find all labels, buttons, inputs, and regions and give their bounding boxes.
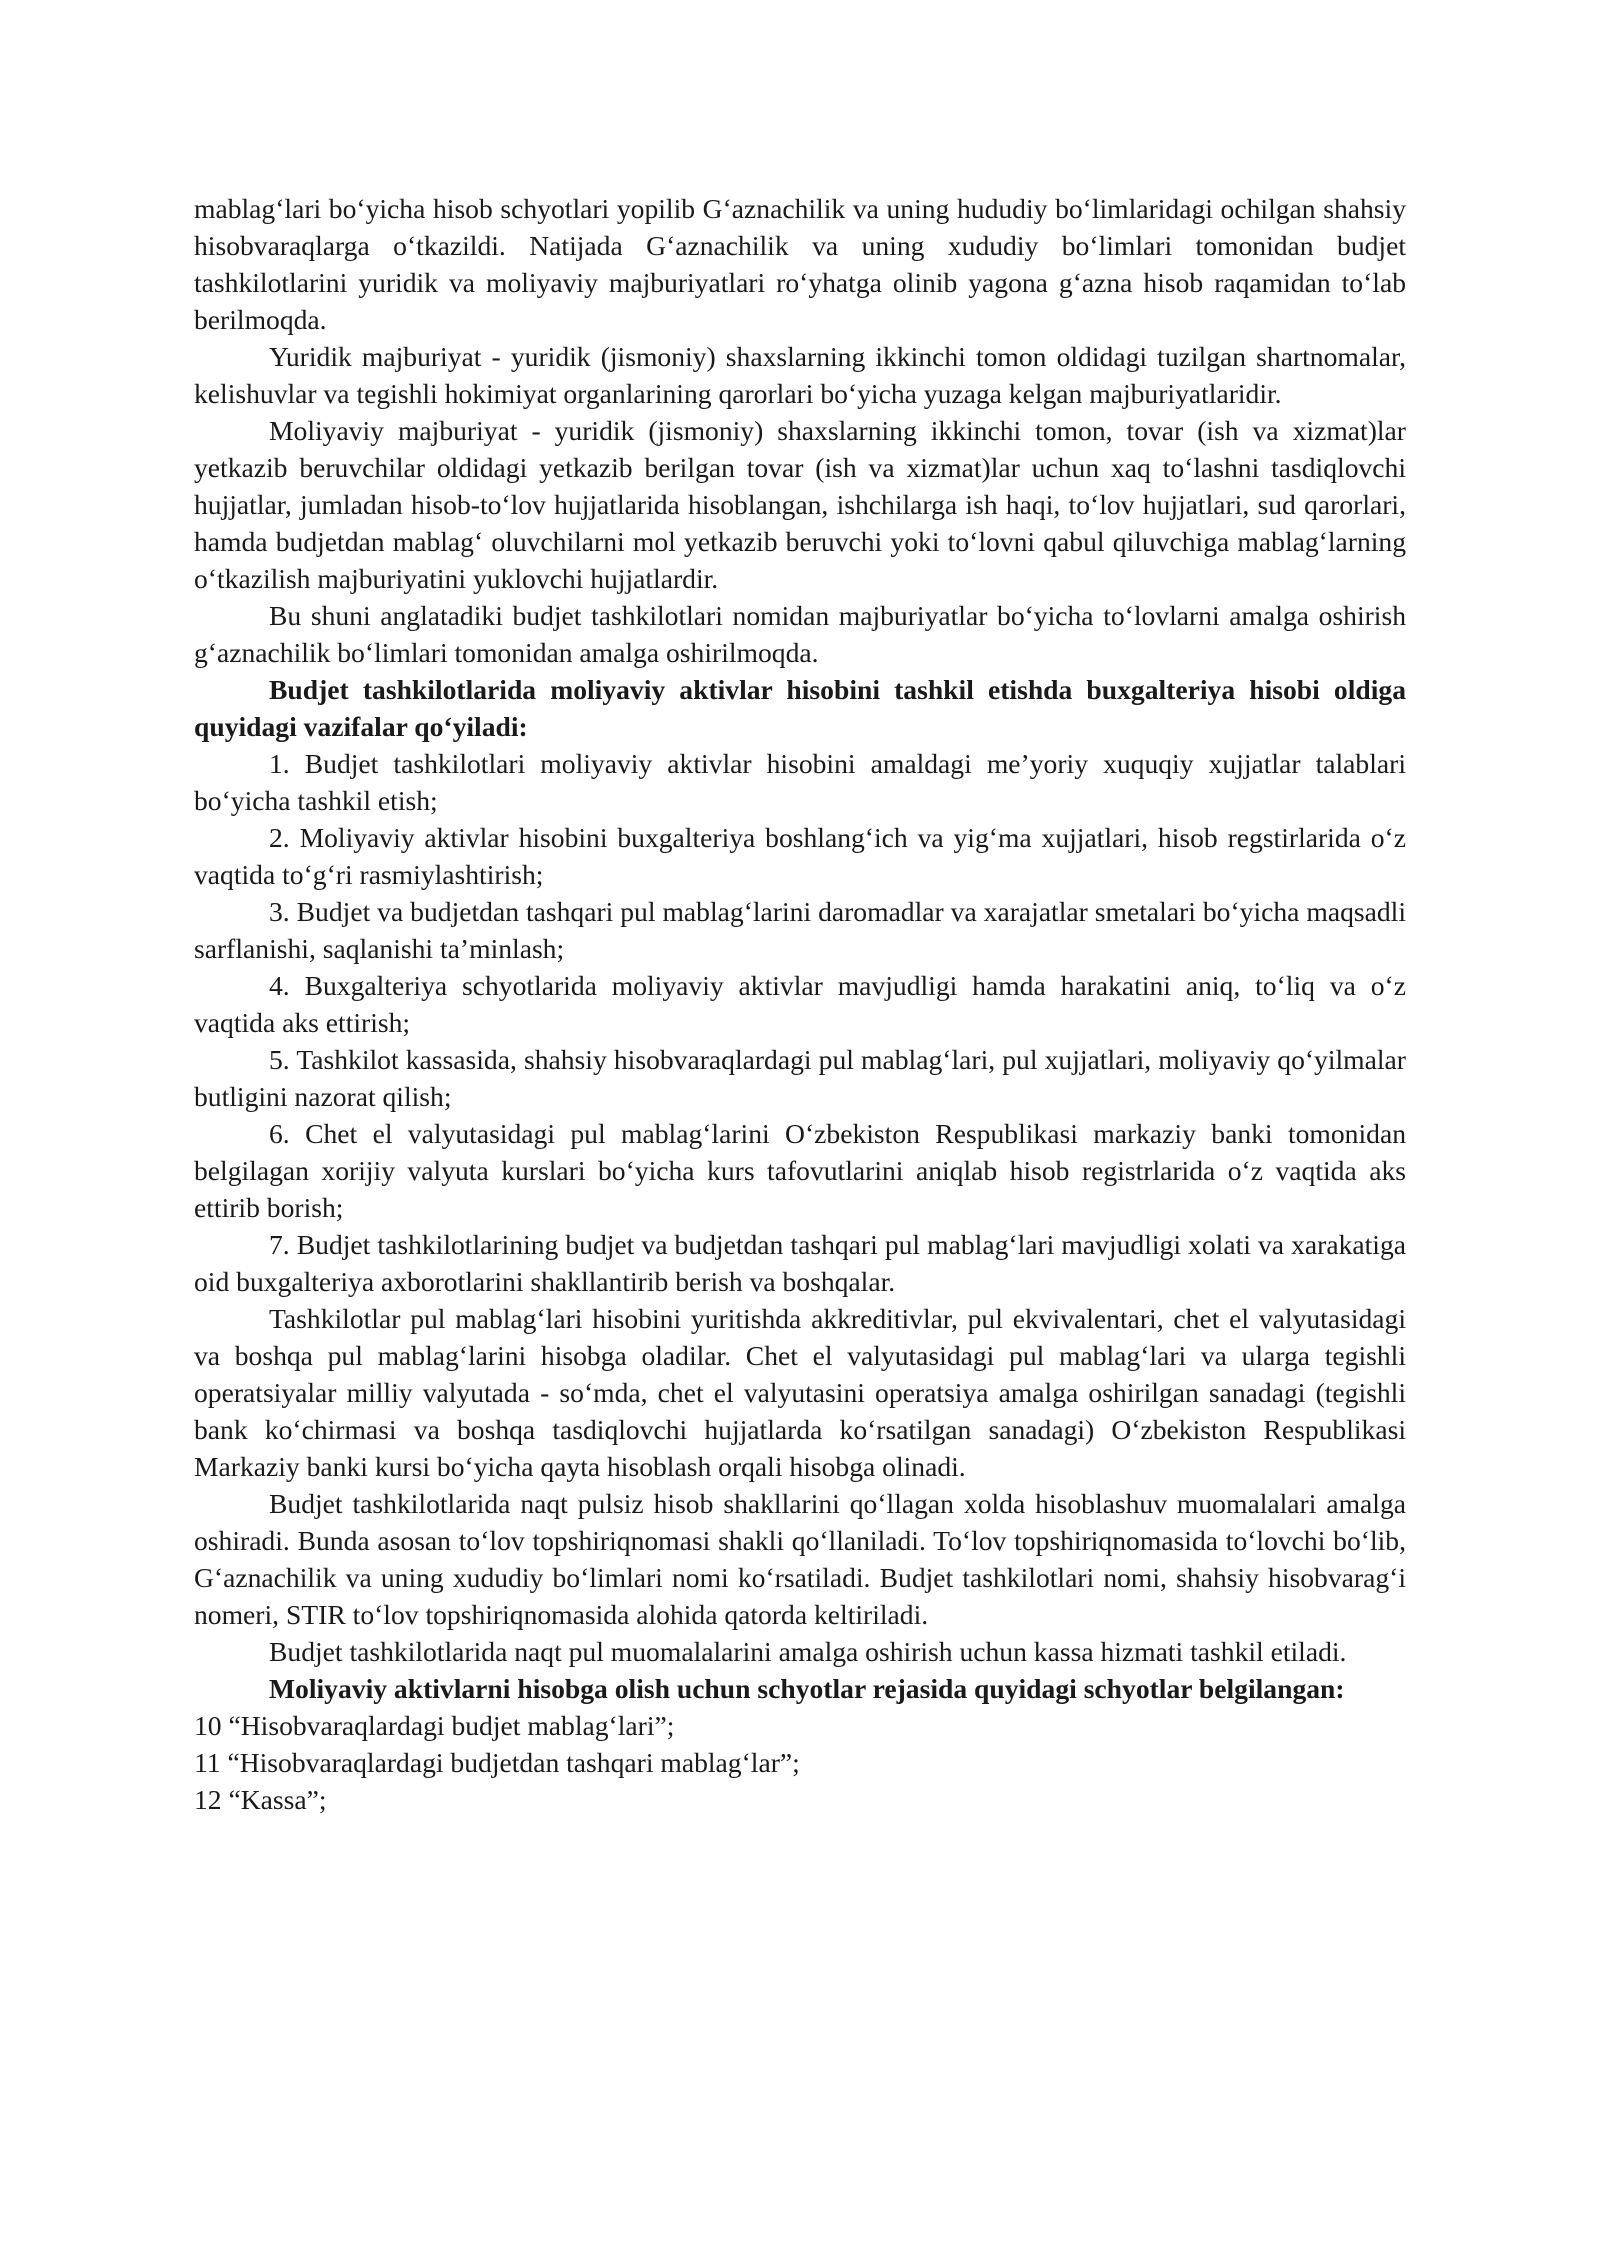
account-list-item-11: 11 “Hisobvaraqlardagi budjetdan tashqari mablag‘lar”; xyxy=(194,1747,800,1778)
document-body xyxy=(194,190,1406,1818)
heading-accounting-tasks: Budjet tashkilotlarida moliyaviy aktivlar hisobini tashkil etishda buxgalteriya hisobi oldiga quyidagi vazifalar qo‘yiladi: xyxy=(194,674,1406,742)
task-item-3: 3. Budjet va budjetdan tashqari pul mablag‘larini daromadlar va xarajatlar smetalari bo‘yicha maqsadli sarflanishi, saqlanishi ta’minlash; xyxy=(194,896,1406,964)
task-item-4: 4. Buxgalteriya schyotlarida moliyaviy aktivlar mavjudligi hamda harakatini aniq, to‘liq va o‘z vaqtida aks ettirish; xyxy=(194,970,1406,1038)
task-item-2: 2. Moliyaviy aktivlar hisobini buxgalteriya boshlang‘ich va yig‘ma xujjatlari, hisob regstirlarida o‘z vaqtida to‘g‘ri rasmiylashtirish; xyxy=(194,822,1406,890)
paragraph-legal-obligation: Yuridik majburiyat - yuridik (jismoniy) shaxslarning ikkinchi tomon oldidagi tuzilgan shartnomalar, kelishuvlar va tegishli hokimiyat organlarining qarorlari bo‘yicha yuzaga kelgan majburiyatlaridir. xyxy=(194,341,1406,409)
task-item-5: 5. Tashkilot kassasida, shahsiy hisobvaraqlardagi pul mablag‘lari, pul xujjatlari, moliyaviy qo‘yilmalar butligini nazorat qilish; xyxy=(194,1044,1406,1112)
task-item-7: 7. Budjet tashkilotlarining budjet va budjetdan tashqari pul mablag‘lari mavjudligi xolati va xarakatiga oid buxgalteriya axborotlarini shakllantirib berish va boshqalar. xyxy=(194,1229,1406,1297)
paragraph-cashless-settlement: Budjet tashkilotlarida naqt pulsiz hisob shakllarini qo‘llagan xolda hisoblashuv muomalalari amalga oshiradi. Bunda asosan to‘lov topshiriqnomasi shakli qo‘llaniladi. To‘lov topshiriqnomasida to‘lovchi bo‘lib, G‘aznachilik va uning xududiy bo‘limlari nomi ko‘rsatiladi. Budjet tashkilotlari nomi, shahsiy hisobvarag‘i nomeri, STIR to‘lov topshiriqnomasida alohida qatorda keltiriladi. xyxy=(194,1488,1406,1630)
paragraph-treasury-accounts: mablag‘lari bo‘yicha hisob schyotlari yopilib G‘aznachilik va uning hududiy bo‘limlaridagi ochilgan shahsiy hisobvaraqlarga o‘tkazildi. Natijada G‘aznachilik va uning xududiy bo‘limlari tomonidan budjet tashkilotlarini yuridik va moliyaviy majburiyatlari ro‘yhatga olinib yagona g‘azna hisob raqamidan to‘lab berilmoqda. xyxy=(194,193,1406,335)
heading-chart-of-accounts: Moliyaviy aktivlarni hisobga olish uchun schyotlar rejasida quyidagi schyotlar belgilangan: xyxy=(269,1673,1345,1704)
paragraph-cash-accounting: Tashkilotlar pul mablag‘lari hisobini yuritishda akkreditivlar, pul ekvivalentari, chet el valyutasidagi va boshqa pul mablag‘larini hisobga oladilar. Chet el valyutasidagi pul mablag‘lari va ularga tegishli operatsiyalar milliy valyutada - so‘mda, chet el valyutasini operatsiya amalga oshirilgan sanadagi (tegishli bank ko‘chirmasi va boshqa tasdiqlovchi hujjatlarda ko‘rsatilgan sanadagi) O‘zbekiston Respublikasi Markaziy banki kursi bo‘yicha qayta hisoblash orqali hisobga olinadi. xyxy=(194,1303,1406,1482)
paragraph-financial-obligation: Moliyaviy majburiyat - yuridik (jismoniy) shaxslarning ikkinchi tomon, tovar (ish va xizmat)lar yetkazib beruvchilar oldidagi yetkazib berilgan tovar (ish va xizmat)lar uchun xaq to‘lashni tasdiqlovchi hujjatlar, jumladan hisob-to‘lov hujjatlarida hisoblangan, ishchilarga ish haqi, to‘lov hujjatlari, sud qarorlari, hamda budjetdan mablag‘ oluvchilarni mol yetkazib beruvchi yoki to‘lovni qabul qiluvchiga mablag‘larning o‘tkazilish majburiyatini yuklovchi hujjatlardir. xyxy=(194,415,1406,594)
paragraph-cash-service: Budjet tashkilotlarida naqt pul muomalalarini amalga oshirish uchun kassa hizmati tashkil etiladi. xyxy=(269,1636,1347,1667)
account-list-item-12: 12 “Kassa”; xyxy=(194,1784,327,1815)
task-item-6: 6. Chet el valyutasidagi pul mablag‘larini O‘zbekiston Respublikasi markaziy banki tomonidan belgilagan xorijiy valyuta kurslari bo‘yicha kurs tafovutlarini aniqlab hisob registrlarida o‘z vaqtida aks ettirib borish; xyxy=(194,1118,1406,1223)
task-item-1: 1. Budjet tashkilotlari moliyaviy aktivlar hisobini amaldagi me’yoriy xuquqiy xujjatlar talablari bo‘yicha tashkil etish; xyxy=(194,748,1406,816)
paragraph-payments-treasury: Bu shuni anglatadiki budjet tashkilotlari nomidan majburiyatlar bo‘yicha to‘lovlarni amalga oshirish g‘aznachilik bo‘limlari tomonidan amalga oshirilmoqda. xyxy=(194,600,1406,668)
account-list-item-10: 10 “Hisobvaraqlardagi budjet mablag‘lari”; xyxy=(194,1710,675,1741)
